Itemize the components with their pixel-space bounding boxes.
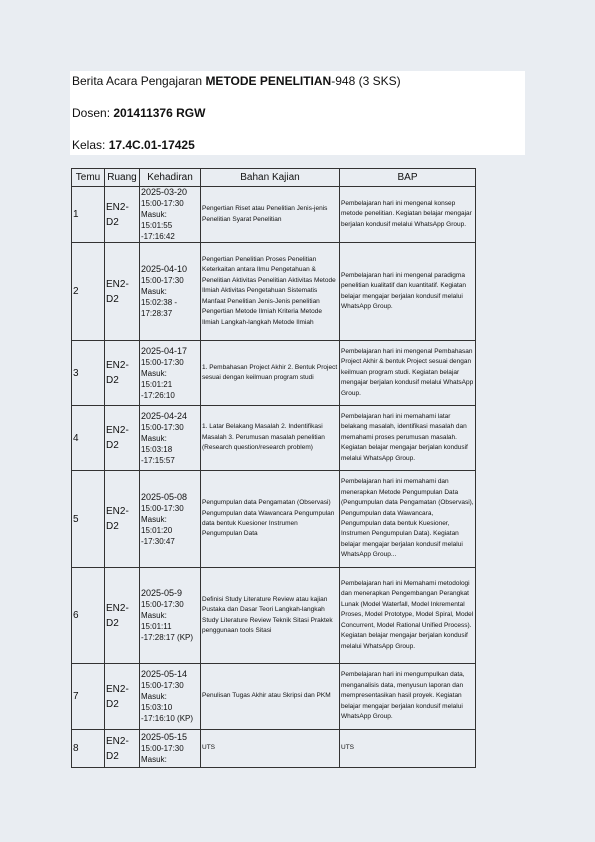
kehadiran-date: 2025-03-20	[141, 187, 188, 197]
col-header-temu: Temu	[72, 169, 105, 187]
kelas-label: Kelas:	[72, 138, 106, 152]
kehadiran-masuk: Masuk: 15:01:20 -17:30:47	[141, 514, 175, 546]
kehadiran-date: 2025-04-17	[141, 345, 188, 356]
cell-kehadiran	[140, 568, 201, 664]
table-row	[72, 471, 476, 568]
kehadiran-masuk: Masuk: 15:03:10 -17:16:10 (KP)	[141, 692, 194, 723]
table-row	[72, 243, 476, 341]
cell-bap: Pembelajaran hari ini mengumpulkan data, menganalisis data, menyusun laporan dan mempresentasikan hasil proyek. Kegiatan belajar mengajar berjalan kondusif melalui WhatsApp Group.	[340, 664, 476, 730]
cell-bap: Pembelajaran hari ini Memahami metodologi dan menerapkan Pengembangan Perangkat Lunak (Model Waterfall, Model Inkremental Proses, Model Prototype, Model Spiral, Model Concurrent, Model Rational Unified Process). Kegiatan belajar mengajar berjalan kondusif melalui WhatsApp Group.	[340, 568, 476, 664]
cell-temu: 5	[72, 471, 105, 568]
kehadiran-time: 15:00-17:30	[141, 681, 184, 690]
cell-bahan-kajian: UTS	[201, 730, 340, 768]
col-header-kehadiran: Kehadiran	[140, 169, 201, 187]
cell-temu: 4	[72, 406, 105, 471]
kehadiran-masuk: Masuk:	[141, 755, 167, 764]
kehadiran-time: 15:00-17:30	[141, 357, 184, 367]
kehadiran-time: 15:00-17:30	[141, 503, 184, 513]
kehadiran-date: 2025-04-10	[141, 264, 188, 274]
kehadiran-time: 15:00-17:30	[141, 744, 184, 753]
table-row	[72, 730, 476, 768]
cell-bap: UTS	[340, 730, 476, 768]
cell-kehadiran	[140, 406, 201, 471]
kehadiran-date: 2025-05-9	[141, 588, 183, 598]
kehadiran-time: 15:00-17:30	[141, 199, 184, 208]
kehadiran-date: 2025-05-15	[141, 732, 188, 742]
kehadiran-time: 15:00-17:30	[141, 422, 184, 432]
cell-temu: 2	[72, 243, 105, 341]
col-header-bahan-kajian: Bahan Kajian	[201, 169, 340, 187]
cell-kehadiran	[140, 471, 201, 568]
cell-kehadiran	[140, 243, 201, 341]
dosen-line	[72, 106, 205, 120]
cell-kehadiran	[140, 341, 201, 406]
kehadiran-date: 2025-05-14	[141, 669, 188, 679]
table-row	[72, 406, 476, 471]
kehadiran-time: 15:00-17:30	[141, 600, 184, 609]
cell-bahan-kajian: Penulisan Tugas Akhir atau Skripsi dan PKM	[201, 664, 340, 730]
cell-bap: Pembelajaran hari ini mengenal Pembahasan Project Akhir & bentuk Project sesuai dengan keilmuan program studi. Kegiatan belajar mengajar berjalan kondusif melalui WhatsApp Group.	[340, 341, 476, 406]
bap-table	[71, 168, 476, 768]
kehadiran-masuk: Masuk: 15:01:11 -17:28:17 (KP)	[141, 611, 194, 642]
cell-ruang: EN2-D2	[105, 187, 140, 243]
page-title	[72, 74, 401, 88]
table-row	[72, 568, 476, 664]
table-row	[72, 341, 476, 406]
cell-bap: Pembelajaran hari ini mengenal konsep metode penelitian. Kegiatan belajar mengajar berjalan kondusif melalui WhatsApp Group.	[340, 187, 476, 243]
cell-ruang: EN2-D2	[105, 341, 140, 406]
kehadiran-time: 15:00-17:30	[141, 276, 184, 285]
col-header-ruang: Ruang	[105, 169, 140, 187]
cell-temu: 8	[72, 730, 105, 768]
cell-bahan-kajian: Pengertian Penelitian Proses Penelitian Keterkaitan antara Ilmu Pengetahuan & Penelitian Aktivitas Penelitian Aktivitas Metode Ilmiah Aktivitas Pengetahuan Sistematis Manfaat Penelitian Jenis-Jenis penelitian Pengertian Metode Ilmiah Kriteria Metode Ilmiah Langkah-langkah Metode Ilmiah	[201, 243, 340, 341]
cell-bahan-kajian: Pengertian Riset atau Penelitian Jenis-jenis Penelitian Syarat Penelitian	[201, 187, 340, 243]
cell-temu: 3	[72, 341, 105, 406]
table-row	[72, 187, 476, 243]
cell-bahan-kajian: Definisi Study Literature Review atau kajian Pustaka dan Dasar Teori Langkah-langkah Study Literature Review Teknik Sitasi Praktek penggunaan tools Sitasi	[201, 568, 340, 664]
kelas-value: 17.4C.01-17425	[108, 138, 195, 152]
col-header-bap: BAP	[340, 169, 476, 187]
cell-ruang: EN2-D2	[105, 471, 140, 568]
cell-ruang: EN2-D2	[105, 664, 140, 730]
cell-kehadiran	[140, 730, 201, 768]
kehadiran-masuk: Masuk: 15:02:38 - 17:28:37	[141, 287, 178, 318]
course-code-sks: -948 (3 SKS)	[331, 74, 401, 88]
cell-ruang: EN2-D2	[105, 406, 140, 471]
dosen-label: Dosen:	[72, 106, 111, 120]
cell-bahan-kajian: Pengumpulan data Pengamatan (Observasi) Pengumpulan data Wawancara Pengumpulan data bentuk Kuesioner Instrumen Pengumpulan Data	[201, 471, 340, 568]
kehadiran-masuk: Masuk: 15:01:21 -17:26:10	[141, 368, 175, 400]
cell-ruang: EN2-D2	[105, 568, 140, 664]
kehadiran-date: 2025-05-08	[141, 491, 188, 502]
cell-kehadiran	[140, 187, 201, 243]
kehadiran-date: 2025-04-24	[141, 410, 188, 421]
cell-bap: Pembelajaran hari ini mengenal paradigma penelitian kualitatif dan kuantitatif. Kegiatan belajar mengajar berjalan kondusif melalui WhatsApp Group.	[340, 243, 476, 341]
cell-bap: Pembelajaran hari ini memahami latar belakang masalah, identifikasi masalah dan memahami proses perumusan masalah. Kegiatan belajar mengajar berjalan kondusif melalui WhatsApp Group.	[340, 406, 476, 471]
cell-temu: 6	[72, 568, 105, 664]
kehadiran-masuk: Masuk: 15:01:55 -17:16:42	[141, 210, 175, 241]
cell-bahan-kajian: 1. Latar Belakang Masalah 2. Indentifikasi Masalah 3. Perumusan masalah penelitian (Research question/research problem)	[201, 406, 340, 471]
cell-ruang: EN2-D2	[105, 243, 140, 341]
cell-ruang: EN2-D2	[105, 730, 140, 768]
cell-temu: 1	[72, 187, 105, 243]
course-name: METODE PENELITIAN	[205, 74, 332, 88]
table-row	[72, 664, 476, 730]
cell-temu: 7	[72, 664, 105, 730]
cell-kehadiran	[140, 664, 201, 730]
kehadiran-masuk: Masuk: 15:03:18 -17:15:57	[141, 433, 175, 465]
cell-bap: Pembelajaran hari ini memahami dan menerapkan Metode Pengumpulan Data (Pengumpulan data Pengamatan (Observasi), Pengumpulan data Wawancara, Pengumpulan data bentuk Kuesioner, Instrumen Pengumpulan Data). Kegiatan belajar mengajar berjalan kondusif melalui WhatsApp Group...	[340, 471, 476, 568]
table-header-row	[72, 169, 476, 187]
kelas-line	[72, 138, 195, 152]
dosen-value: 201411376 RGW	[113, 106, 206, 120]
cell-bahan-kajian: 1. Pembahasan Project Akhir 2. Bentuk Project sesuai dengan keilmuan program studi	[201, 341, 340, 406]
title-prefix: Berita Acara Pengajaran	[72, 74, 203, 88]
